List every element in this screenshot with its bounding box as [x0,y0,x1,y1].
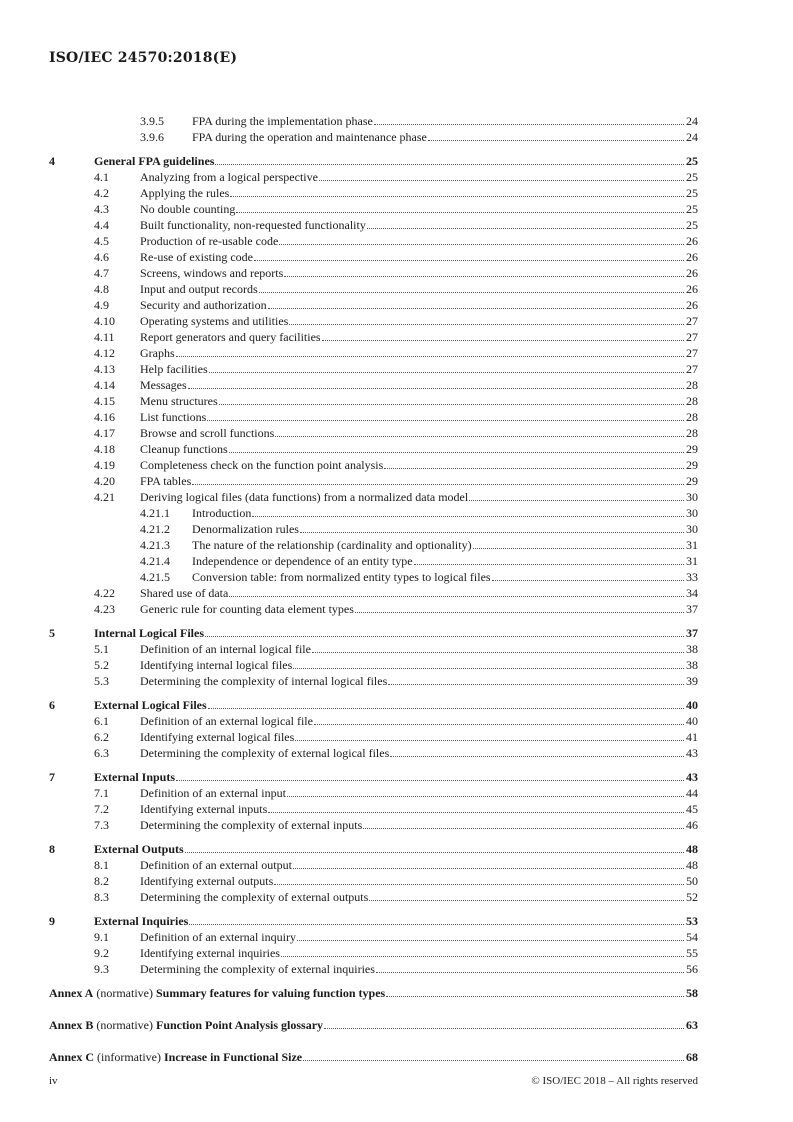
toc-entry-number: 4.22 [94,586,115,600]
toc-entry-title: Analyzing from a logical perspective [140,170,318,184]
toc-chapter-entry[interactable] [0,841,793,857]
toc-entry-number: 4.21 [94,490,115,504]
annex-title: Function Point Analysis glossary [156,1018,324,1032]
toc-entry-number: 3.9.5 [140,114,164,128]
toc-entry-title: FPA tables [140,474,192,488]
toc-entry-number: 4.21.2 [140,522,170,536]
toc-entry-title: Determining the complexity of external outputs [140,890,369,904]
toc-entry-title: Security and authorization [140,298,267,312]
annex-label: Annex C [49,1050,95,1064]
toc-entry-page: 48 [686,842,698,856]
annex-kind: (informative) [97,1050,161,1064]
annex-kind: (normative) [96,986,153,1000]
toc-entry-title: Identifying internal logical files [140,658,293,672]
toc-entry-title: Screens, windows and reports [140,266,284,280]
toc-entry-title: Applying the rules [140,186,230,200]
toc-entry-title: Production of re-usable code [140,234,279,248]
dot-leader [369,889,684,901]
toc-entry-number: 6 [49,698,55,712]
toc-entry-number: 5.3 [94,674,109,688]
toc-entry[interactable] [0,393,793,409]
toc-entry-title: List functions [140,410,207,424]
toc-entry-title: Completeness check on the function point analysis [140,458,384,472]
toc-entry[interactable] [0,641,793,657]
dot-leader [289,313,684,325]
toc-entry-page: 25 [686,186,698,200]
dot-leader [284,265,684,277]
toc-entry-number: 4.7 [94,266,109,280]
dot-leader [300,521,684,533]
toc-entry[interactable] [0,377,793,393]
dot-leader [303,1049,684,1061]
toc-entry-title: External Logical Files [94,698,207,712]
annex-title: Increase in Functional Size [164,1050,303,1064]
toc-entry-title: Cleanup functions [140,442,228,456]
toc-entry-title: Menu structures [140,394,218,408]
toc-entry-page: 27 [686,314,698,328]
toc-entry-title: The nature of the relationship (cardinality and optionality) [192,538,472,552]
toc-entry-title: Identifying external outputs [140,874,274,888]
toc-entry[interactable] [0,345,793,361]
toc-entry[interactable] [0,425,793,441]
dot-leader [176,345,684,357]
toc-entry-page: 26 [686,250,698,264]
toc-entry-page: 44 [686,786,698,800]
toc-entry[interactable] [0,409,793,425]
toc-entry-number: 7.2 [94,802,109,816]
dot-leader [259,281,684,293]
toc-entry-title: Determining the complexity of internal logical files [140,674,388,688]
toc-entry-page: 38 [686,642,698,656]
toc-entry-title: Identifying external inputs [140,802,268,816]
toc-entry-page: 27 [686,330,698,344]
toc-entry-page: 29 [686,442,698,456]
toc-entry[interactable] [0,313,793,329]
toc-entry-title: General FPA guidelines [94,154,215,168]
toc-entry-number: 8.2 [94,874,109,888]
dot-leader [363,817,684,829]
toc-entry-number: 6.3 [94,746,109,760]
dot-leader [192,473,684,485]
toc-entry-number: 5.2 [94,658,109,672]
toc-entry-page: 28 [686,378,698,392]
toc-entry-page: 30 [686,506,698,520]
toc-entry-number: 4.2 [94,186,109,200]
dot-leader [293,857,684,869]
toc-entry[interactable] [0,537,793,553]
dot-leader [208,697,684,709]
toc-entry-page: 43 [686,746,698,760]
toc-entry-number: 7.3 [94,818,109,832]
toc-entry[interactable] [0,129,793,145]
dot-leader [219,393,684,405]
dot-leader [319,169,684,181]
toc-entry-title: No double counting [140,202,236,216]
toc-entry-page: 37 [686,602,698,616]
toc-entry-title: Shared use of data [140,586,229,600]
toc-entry-page: 55 [686,946,698,960]
toc-entry-page: 38 [686,658,698,672]
toc-entry-title: Conversion table: from normalized entity types to logical files [192,570,491,584]
dot-leader [230,185,684,197]
toc-entry-page: 37 [686,626,698,640]
toc-entry-page: 28 [686,394,698,408]
toc-entry[interactable] [0,673,793,689]
dot-leader [281,945,684,957]
toc-entry-number: 3.9.6 [140,130,164,144]
toc-entry-page: 58 [686,986,698,1000]
dot-leader [384,457,684,469]
toc-chapter-entry[interactable] [0,769,793,785]
toc-entry-title: Definition of an external input [140,786,286,800]
toc-entry-page: 28 [686,410,698,424]
dot-leader [293,657,684,669]
dot-leader [287,785,684,797]
toc-entry-title: Determining the complexity of external logical files [140,746,390,760]
toc-entry-page: 52 [686,890,698,904]
toc-entry[interactable] [0,113,793,129]
toc-entry-number: 4.1 [94,170,109,184]
dot-leader [185,841,684,853]
toc-entry[interactable] [0,441,793,457]
dot-leader [367,217,684,229]
dot-leader [414,553,684,565]
dot-leader [274,873,684,885]
toc-entry-page: 39 [686,674,698,688]
toc-chapter-entry[interactable] [0,153,793,169]
dot-leader [268,297,684,309]
toc-entry[interactable] [0,505,793,521]
toc-entry[interactable] [0,281,793,297]
toc-entry[interactable] [0,713,793,729]
toc-entry-page: 26 [686,234,698,248]
toc-entry-title: Definition of an external output [140,858,292,872]
toc-entry-page: 31 [686,554,698,568]
toc-entry-number: 7.1 [94,786,109,800]
toc-entry-number: 4.12 [94,346,115,360]
toc-entry-title: Report generators and query facilities [140,330,321,344]
toc-entry-title: Determining the complexity of external inputs [140,818,363,832]
dot-leader [209,361,684,373]
dot-leader [297,929,684,941]
toc-entry-number: 4.15 [94,394,115,408]
toc-entry-number: 8 [49,842,55,856]
toc-entry-page: 54 [686,930,698,944]
toc-entry-number: 4.9 [94,298,109,312]
toc-entry-title: Identifying external logical files [140,730,295,744]
toc-entry-number: 4.21.5 [140,570,170,584]
toc-entry-title: FPA during the implementation phase [192,114,373,128]
toc-entry-page: 56 [686,962,698,976]
dot-leader [324,1017,684,1029]
toc-entry-page: 27 [686,346,698,360]
toc-entry-title: Browse and scroll functions [140,426,275,440]
toc-entry-page: 24 [686,130,698,144]
dot-leader [189,913,684,925]
dot-leader [275,425,684,437]
toc-entry-number: 4.3 [94,202,109,216]
dot-leader [279,233,684,245]
toc-entry-number: 4.10 [94,314,115,328]
toc-entry[interactable] [0,873,793,889]
toc-entry-page: 28 [686,426,698,440]
toc-entry-number: 5.1 [94,642,109,656]
dot-leader [188,377,684,389]
toc-entry-page: 43 [686,770,698,784]
toc-entry-page: 26 [686,266,698,280]
toc-entry[interactable] [0,785,793,801]
toc-entry[interactable] [0,569,793,585]
copyright-notice: © ISO/IEC 2018 – All rights reserved [531,1075,698,1087]
dot-leader [229,585,684,597]
toc-chapter-entry[interactable] [0,625,793,641]
toc-entry-title: External Outputs [94,842,184,856]
toc-entry-number: 4.11 [94,330,115,344]
dot-leader [254,249,684,261]
toc-entry-title: External Inputs [94,770,176,784]
toc-entry-page: 25 [686,170,698,184]
toc-entry-page: 34 [686,586,698,600]
toc-entry-page: 41 [686,730,698,744]
toc-entry-number: 4.13 [94,362,115,376]
toc-entry-title: FPA during the operation and maintenance phase [192,130,427,144]
dot-leader [473,537,684,549]
toc-entry-number: 4.18 [94,442,115,456]
toc-annex-entry[interactable] [0,985,793,1001]
dot-leader [374,113,684,125]
toc-entry[interactable] [0,489,793,505]
toc-entry-page: 26 [686,298,698,312]
dot-leader [386,985,684,997]
dot-leader [252,505,684,517]
toc-entry-title [49,1049,302,1065]
toc-entry[interactable] [0,601,793,617]
toc-entry-page: 26 [686,282,698,296]
toc-entry-page: 53 [686,914,698,928]
toc-entry-page: 30 [686,522,698,536]
toc-entry-page: 33 [686,570,698,584]
toc-entry-number: 4.6 [94,250,109,264]
dot-leader [376,961,684,973]
toc-entry-page: 68 [686,1050,698,1064]
toc-entry-title: Internal Logical Files [94,626,204,640]
toc-entry-number: 4.20 [94,474,115,488]
dot-leader [492,569,684,581]
toc-entry-page: 40 [686,698,698,712]
dot-leader [355,601,684,613]
toc-entry[interactable] [0,657,793,673]
toc-entry-number: 6.1 [94,714,109,728]
toc-entry-title [49,985,385,1001]
toc-entry-number: 4.19 [94,458,115,472]
toc-entry-page: 30 [686,490,698,504]
toc-entry-page: 29 [686,474,698,488]
annex-label: Annex B [49,1018,94,1032]
toc-entry-page: 40 [686,714,698,728]
toc-entry[interactable] [0,745,793,761]
toc-entry[interactable] [0,473,793,489]
annex-title: Summary features for valuing function types [156,986,386,1000]
toc-entry[interactable] [0,929,793,945]
toc-entry-title: Definition of an external inquiry [140,930,296,944]
dot-leader [207,409,684,421]
dot-leader [295,729,684,741]
dot-leader [322,329,684,341]
dot-leader [229,441,684,453]
toc-entry-number: 4.8 [94,282,109,296]
toc-entry[interactable] [0,329,793,345]
toc-entry[interactable] [0,889,793,905]
toc-entry-number: 4 [49,154,55,168]
toc-entry-number: 4.16 [94,410,115,424]
dot-leader [215,153,684,165]
toc-entry[interactable] [0,457,793,473]
toc-entry-page: 25 [686,202,698,216]
toc-entry-page: 24 [686,114,698,128]
toc-entry-page: 25 [686,218,698,232]
dot-leader [428,129,684,141]
toc-entry[interactable] [0,961,793,977]
toc-entry-number: 9.3 [94,962,109,976]
toc-entry[interactable] [0,201,793,217]
toc-entry-title: Operating systems and utilities [140,314,289,328]
toc-entry-title [49,1017,323,1033]
dot-leader [268,801,684,813]
toc-entry-page: 63 [686,1018,698,1032]
toc-entry[interactable] [0,217,793,233]
toc-entry[interactable] [0,817,793,833]
toc-entry-page: 48 [686,858,698,872]
toc-entry-number: 4.14 [94,378,115,392]
toc-entry[interactable] [0,169,793,185]
toc-entry-page: 25 [686,154,698,168]
toc-entry-title: Independence or dependence of an entity type [192,554,413,568]
toc-entry-number: 9 [49,914,55,928]
toc-entry-number: 4.21.4 [140,554,170,568]
toc-entry-title: Built functionality, non-requested functionality [140,218,366,232]
toc-entry-number: 4.21.3 [140,538,170,552]
toc-entry[interactable] [0,521,793,537]
toc-entry-number: 6.2 [94,730,109,744]
toc-entry[interactable] [0,233,793,249]
annex-kind: (normative) [96,1018,153,1032]
toc-annex-entry[interactable] [0,1049,793,1065]
toc-entry[interactable] [0,857,793,873]
dot-leader [312,641,684,653]
toc-entry[interactable] [0,585,793,601]
toc-entry-title: Introduction [192,506,252,520]
toc-entry-title: Deriving logical files (data functions) from a normalized data model [140,490,469,504]
toc-entry-title: Denormalization rules [192,522,299,536]
dot-leader [176,769,684,781]
dot-leader [314,713,684,725]
toc-entry[interactable] [0,945,793,961]
toc-entry-number: 4.5 [94,234,109,248]
toc-entry-title: Messages [140,378,187,392]
toc-entry-page: 46 [686,818,698,832]
toc-entry-title: Generic rule for counting data element types [140,602,354,616]
toc-entry[interactable] [0,729,793,745]
toc-chapter-entry[interactable] [0,913,793,929]
toc-entry-number: 5 [49,626,55,640]
toc-entry-title: External Inquiries [94,914,189,928]
toc-entry[interactable] [0,185,793,201]
toc-entry-title: Help facilities [140,362,208,376]
dot-leader [236,201,684,213]
toc-entry-number: 7 [49,770,55,784]
annex-label: Annex A [49,986,94,1000]
dot-leader [205,625,684,637]
toc-entry-number: 4.17 [94,426,115,440]
dot-leader [390,745,684,757]
toc-entry-title: Re-use of existing code [140,250,253,264]
toc-entry-number: 8.3 [94,890,109,904]
toc-entry[interactable] [0,265,793,281]
toc-entry-page: 29 [686,458,698,472]
toc-entry-title: Graphs [140,346,175,360]
toc-entry-page: 31 [686,538,698,552]
toc-entry-page: 27 [686,362,698,376]
toc-annex-entry[interactable] [0,1017,793,1033]
toc-entry[interactable] [0,249,793,265]
dot-leader [388,673,684,685]
toc-chapter-entry[interactable] [0,697,793,713]
toc-entry-title: Identifying external inquiries [140,946,280,960]
dot-leader [469,489,684,501]
toc-entry-number: 9.2 [94,946,109,960]
toc-entry-page: 50 [686,874,698,888]
toc-entry[interactable] [0,297,793,313]
page-footer [49,1075,698,1087]
toc-entry[interactable] [0,801,793,817]
toc-entry-number: 4.4 [94,218,109,232]
toc-entry-number: 9.1 [94,930,109,944]
toc-entry-page: 45 [686,802,698,816]
document-header: ISO/IEC 24570:2018(E) [49,50,238,66]
toc-entry-title: Definition of an internal logical file [140,642,311,656]
toc-entry-title: Determining the complexity of external inquiries [140,962,375,976]
toc-entry-number: 4.23 [94,602,115,616]
toc-entry[interactable] [0,553,793,569]
toc-entry-title: Input and output records [140,282,258,296]
toc-entry-number: 8.1 [94,858,109,872]
toc-entry-title: Definition of an external logical file [140,714,313,728]
toc-entry[interactable] [0,361,793,377]
page-number: iv [49,1075,58,1087]
toc-entry-number: 4.21.1 [140,506,170,520]
